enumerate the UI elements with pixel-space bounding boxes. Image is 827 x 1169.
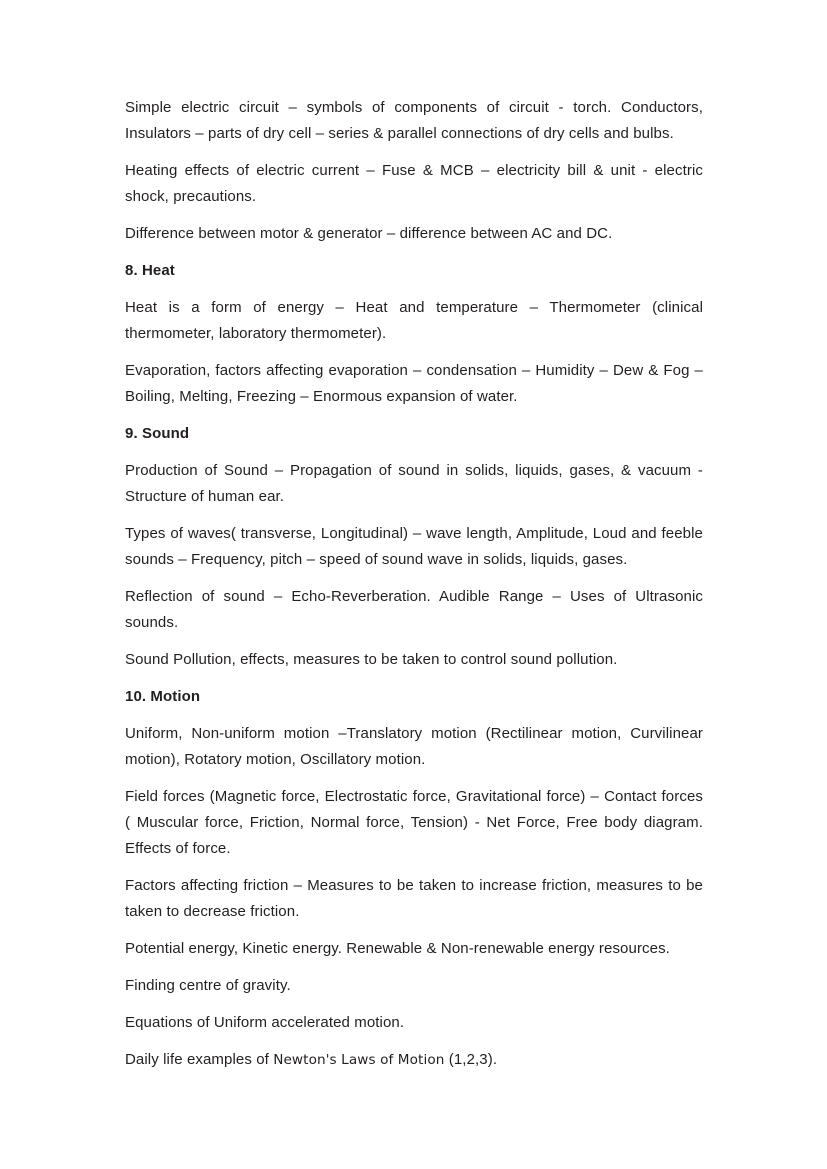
section-heading-motion: 10. Motion xyxy=(125,688,201,705)
section-heading-sound: 9. Sound xyxy=(125,425,190,442)
paragraph-heating-effects: Heating effects of electric current – Fuse & MCB – electricity bill & unit - electric shock, precautions. xyxy=(125,162,703,205)
paragraph-centre-of-gravity: Finding centre of gravity. xyxy=(125,977,291,994)
paragraph-field-forces: Field forces (Magnetic force, Electrostatic force, Gravitational force) – Contact forces ( Muscular force, Friction, Normal force, Tension) - Net Force, Free body diagram. Effects of force. xyxy=(125,788,703,857)
section-heading-heat: 8. Heat xyxy=(125,262,175,279)
paragraph-motor-generator: Difference between motor & generator – difference between AC and DC. xyxy=(125,225,613,242)
newton-prefix-text: Daily life examples of xyxy=(125,1051,274,1068)
paragraph-friction-factors: Factors affecting friction – Measures to be taken to increase friction, measures to be taken to decrease friction. xyxy=(125,877,703,920)
paragraph-energy-resources: Potential energy, Kinetic energy. Renewable & Non-renewable energy resources. xyxy=(125,940,670,957)
newton-laws-text: Newton's Laws of Motion xyxy=(273,1052,445,1068)
paragraph-evaporation: Evaporation, factors affecting evaporation – condensation – Humidity – Dew & Fog – Boiling, Melting, Freezing – Enormous expansion of water. xyxy=(125,362,703,405)
paragraph-sound-pollution: Sound Pollution, effects, measures to be taken to control sound pollution. xyxy=(125,651,618,668)
paragraph-electric-circuit: Simple electric circuit – symbols of components of circuit - torch. Conductors, Insulators – parts of dry cell – series & parallel connections of dry cells and bulbs. xyxy=(125,99,703,142)
paragraph-heat-energy: Heat is a form of energy – Heat and temperature – Thermometer (clinical thermometer, laboratory thermometer). xyxy=(125,299,703,342)
paragraph-types-of-waves: Types of waves( transverse, Longitudinal) – wave length, Amplitude, Loud and feeble sounds – Frequency, pitch – speed of sound wave in solids, liquids, gases. xyxy=(125,525,703,568)
paragraph-uniform-motion: Uniform, Non-uniform motion –Translatory motion (Rectilinear motion, Curvilinear motion), Rotatory motion, Oscillatory motion. xyxy=(125,725,703,768)
newton-suffix-text: (1,2,3). xyxy=(444,1051,498,1068)
paragraph-reflection-of-sound: Reflection of sound – Echo-Reverberation. Audible Range – Uses of Ultrasonic sounds. xyxy=(125,588,703,631)
paragraph-production-of-sound: Production of Sound – Propagation of sound in solids, liquids, gases, & vacuum - Structure of human ear. xyxy=(125,462,703,505)
paragraph-equations-of-motion: Equations of Uniform accelerated motion. xyxy=(125,1014,405,1031)
paragraph-newtons-laws xyxy=(125,1047,703,1073)
